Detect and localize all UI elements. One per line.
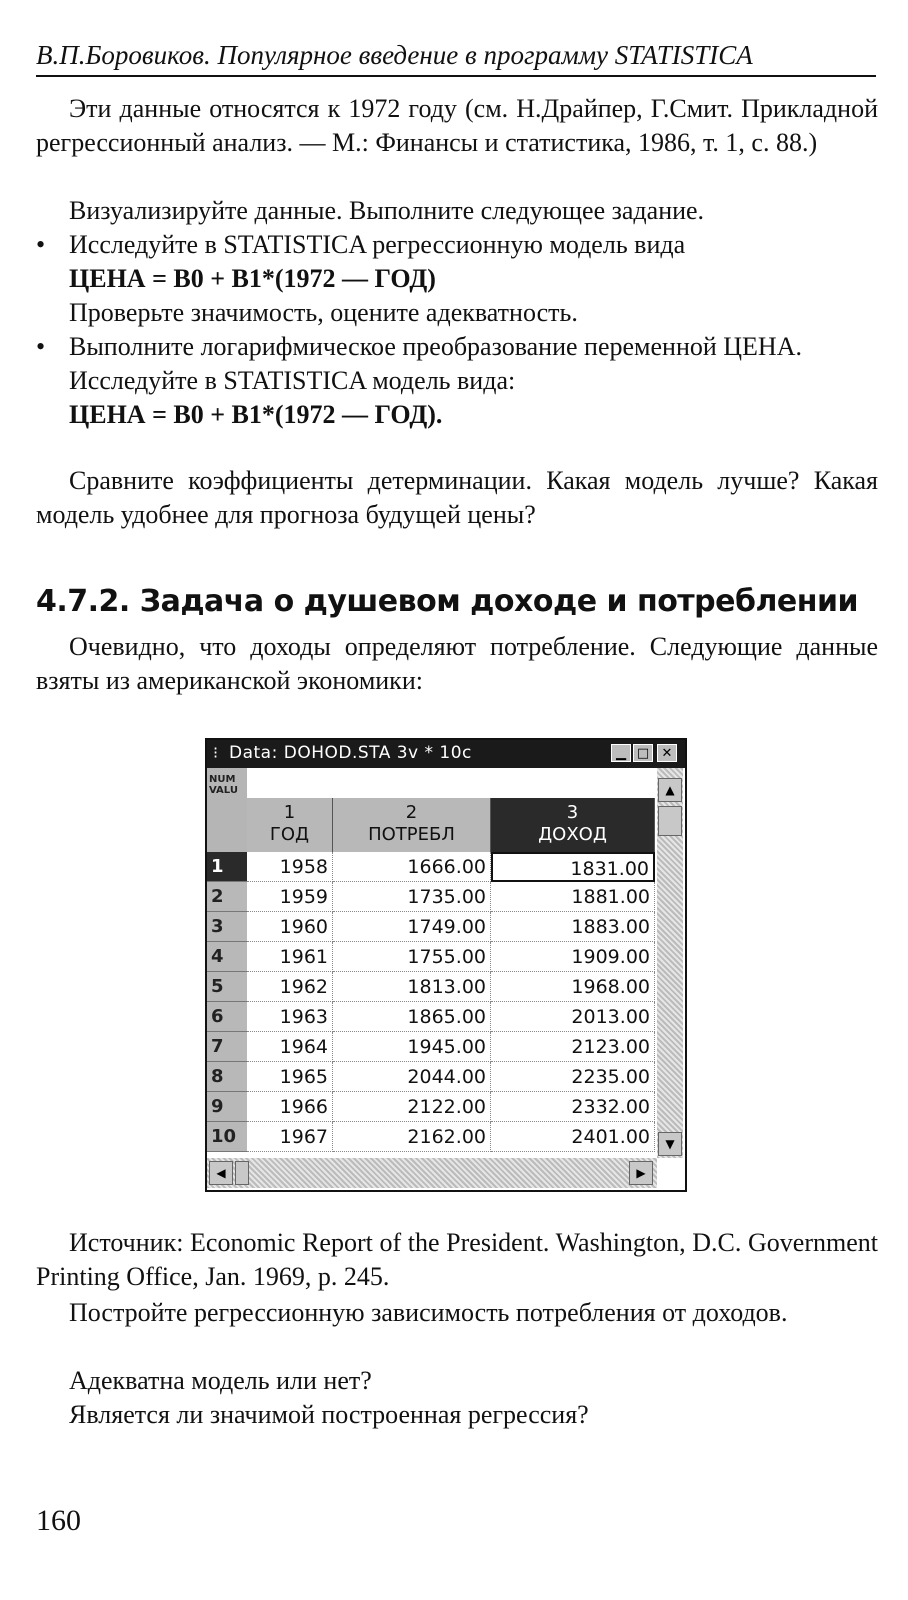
horizontal-scrollbar[interactable] xyxy=(207,1158,657,1188)
row-header[interactable]: 3 xyxy=(207,912,247,942)
scroll-down-icon[interactable]: ▼ xyxy=(658,1132,682,1156)
table-cell[interactable]: 2013.00 xyxy=(491,1002,655,1032)
running-head: В.П.Боровиков. Популярное введение в программу STATISTICA xyxy=(36,40,876,77)
column-header-3[interactable]: 3 ДОХОД xyxy=(491,798,655,852)
paragraph-significance: Является ли значимой построенная регрессия? xyxy=(69,1400,589,1429)
paragraph-intro-data: Очевидно, что доходы определяют потребление. Следующие данные взяты из американской экономики: xyxy=(36,632,878,695)
page-number: 160 xyxy=(36,1504,81,1537)
bullet-item-log-transform xyxy=(36,330,878,432)
table-cell[interactable]: 1961 xyxy=(247,942,333,972)
table-cell[interactable]: 1965 xyxy=(247,1062,333,1092)
row-header[interactable]: 9 xyxy=(207,1092,247,1122)
scroll-thumb[interactable] xyxy=(658,806,682,836)
row-header[interactable]: 5 xyxy=(207,972,247,1002)
table-cell[interactable]: 1865.00 xyxy=(333,1002,491,1032)
table-cell[interactable]: 1960 xyxy=(247,912,333,942)
maximize-button[interactable]: □ xyxy=(633,744,653,762)
section-title: 4.7.2. Задача о душевом доходе и потреблении xyxy=(36,584,859,619)
hscroll-thumb[interactable] xyxy=(235,1161,249,1185)
table-cell[interactable]: 1909.00 xyxy=(491,942,655,972)
bullet-followup: Проверьте значимость, оцените адекватность. xyxy=(69,298,578,327)
row-header[interactable]: 8 xyxy=(207,1062,247,1092)
column-header-1[interactable]: 1 ГОД xyxy=(247,798,333,852)
table-cell[interactable]: 1755.00 xyxy=(333,942,491,972)
table-cell[interactable]: 2123.00 xyxy=(491,1032,655,1062)
paragraph-build-regression: Постройте регрессионную зависимость потребления от доходов. xyxy=(69,1298,788,1327)
row-header[interactable]: 4 xyxy=(207,942,247,972)
table-cell[interactable]: 2401.00 xyxy=(491,1122,655,1152)
paragraph-adequacy: Адекватна модель или нет? xyxy=(69,1366,372,1395)
row-header[interactable]: 2 xyxy=(207,882,247,912)
table-cell[interactable]: 2044.00 xyxy=(333,1062,491,1092)
num-val-label: NUM VALU xyxy=(209,774,238,796)
scroll-up-icon[interactable]: ▲ xyxy=(658,778,682,802)
table-cell[interactable]: 1883.00 xyxy=(491,912,655,942)
vertical-scrollbar[interactable] xyxy=(657,768,683,1158)
column-header-2[interactable]: 2 ПОТРЕБЛ xyxy=(333,798,491,852)
table-cell[interactable]: 1968.00 xyxy=(491,972,655,1002)
window-title: Data: DOHOD.STA 3v * 10c xyxy=(229,743,472,763)
table-cell[interactable]: 1666.00 xyxy=(333,852,491,882)
table-cell[interactable]: 1831.00 xyxy=(491,852,655,882)
bullet-item-regression xyxy=(36,228,878,330)
table-cell[interactable]: 1966 xyxy=(247,1092,333,1122)
row-header[interactable]: 1 xyxy=(207,852,247,882)
paragraph-data-source: Эти данные относятся к 1972 году (см. Н.Драйпер, Г.Смит. Прикладной регрессионный анализ. — М.: Финансы и статистика, 1986, т. 1, с. 88.) xyxy=(36,94,878,157)
scroll-right-icon[interactable]: ▶ xyxy=(629,1161,653,1185)
table-cell[interactable]: 2122.00 xyxy=(333,1092,491,1122)
bullet-text: Исследуйте в STATISTICA регрессионную модель вида xyxy=(69,230,686,259)
table-cell[interactable]: 2162.00 xyxy=(333,1122,491,1152)
data-window xyxy=(205,738,687,1192)
paragraph-source: Источник: Economic Report of the President. Washington, D.C. Government Printing Office, Jan. 1969, p. 245. xyxy=(36,1228,878,1291)
bullet-marker: • xyxy=(36,230,46,259)
paragraph-compare: Сравните коэффициенты детерминации. Какая модель лучше? Какая модель удобнее для прогноза будущей цены? xyxy=(36,466,878,529)
scroll-left-icon[interactable]: ◀ xyxy=(209,1161,233,1185)
table-cell[interactable]: 1813.00 xyxy=(333,972,491,1002)
formula: ЦЕНА = В0 + В1*(1972 — ГОД) xyxy=(69,264,436,293)
row-header[interactable]: 6 xyxy=(207,1002,247,1032)
table-cell[interactable]: 1881.00 xyxy=(491,882,655,912)
table-cell[interactable]: 2332.00 xyxy=(491,1092,655,1122)
minimize-button[interactable]: ▁ xyxy=(611,744,631,762)
cell-edit-field[interactable] xyxy=(247,768,655,799)
table-cell[interactable]: 1963 xyxy=(247,1002,333,1032)
table-cell[interactable]: 1958 xyxy=(247,852,333,882)
row-header[interactable]: 10 xyxy=(207,1122,247,1152)
bullet-text: Выполните логарифмическое преобразование переменной ЦЕНА. Исследуйте в STATISTICA модель вида: xyxy=(69,332,802,395)
table-cell[interactable]: 1962 xyxy=(247,972,333,1002)
paragraph-task-intro: Визуализируйте данные. Выполните следующее задание. xyxy=(69,196,705,225)
window-menu-icon[interactable]: ⁝ xyxy=(213,743,219,762)
bullet-marker: • xyxy=(36,332,46,361)
table-cell[interactable]: 1945.00 xyxy=(333,1032,491,1062)
table-cell[interactable]: 1735.00 xyxy=(333,882,491,912)
window-titlebar[interactable] xyxy=(207,740,685,768)
table-cell[interactable]: 1967 xyxy=(247,1122,333,1152)
table-cell[interactable]: 1959 xyxy=(247,882,333,912)
close-button[interactable]: ✕ xyxy=(657,744,677,762)
table-cell[interactable]: 1749.00 xyxy=(333,912,491,942)
row-header[interactable]: 7 xyxy=(207,1032,247,1062)
formula: ЦЕНА = В0 + В1*(1972 — ГОД). xyxy=(69,400,443,429)
table-cell[interactable]: 2235.00 xyxy=(491,1062,655,1092)
table-cell[interactable]: 1964 xyxy=(247,1032,333,1062)
